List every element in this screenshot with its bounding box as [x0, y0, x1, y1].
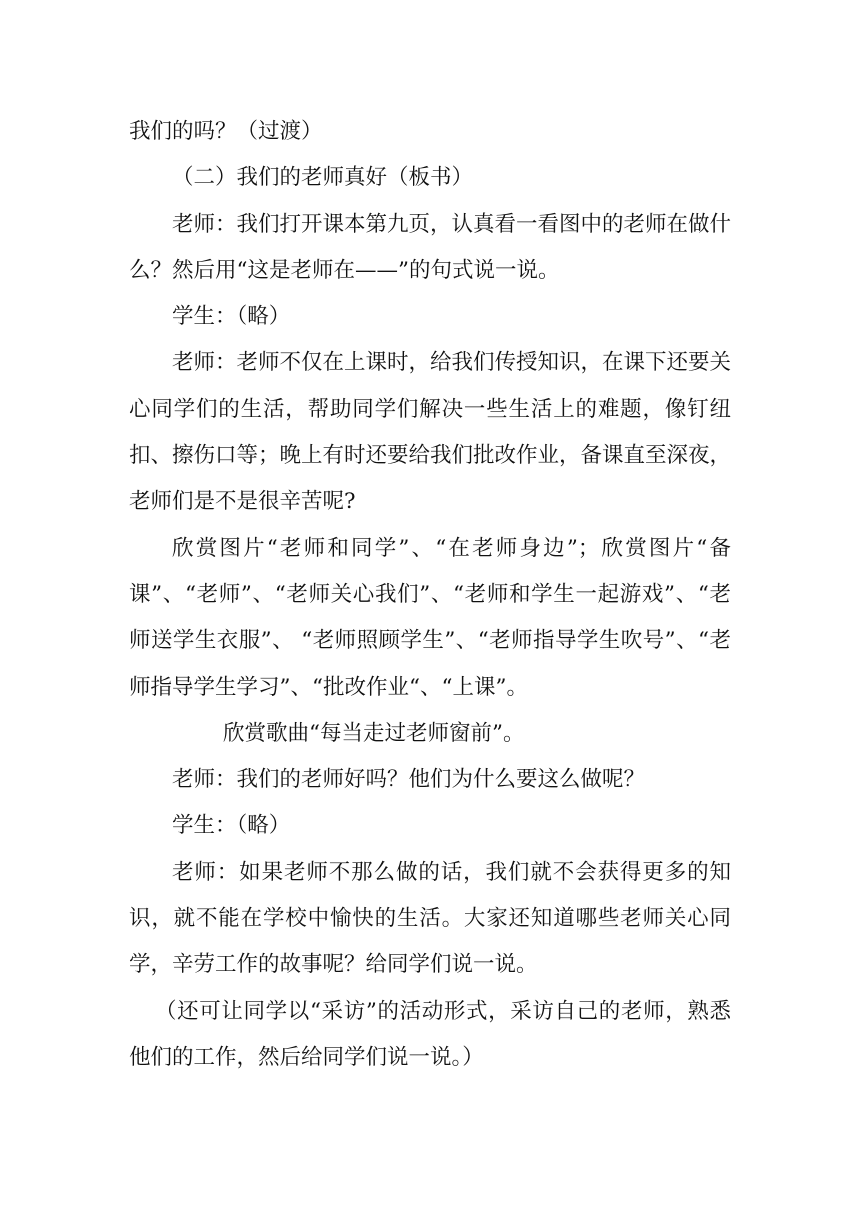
paragraph-student-omitted: 学生：（略）: [172, 304, 291, 330]
paragraph-student-omitted-2: 学生：（略）: [172, 813, 291, 839]
paragraph-transition: 我们的吗？（过渡）: [129, 119, 323, 144]
paragraph-interview-activity: （还可让同学以“采访”的活动形式，采访自己的老师，熟悉他们的工作，然后给同学们说一说。）: [129, 998, 731, 1070]
paragraph-teacher-question: 老师：我们的老师好吗？他们为什么要这么做呢？: [172, 767, 646, 793]
document-body: [129, 109, 731, 1081]
section-heading: （二）我们的老师真好（板书）: [172, 165, 474, 191]
paragraph-appreciate-song: 欣赏歌曲“每当走过老师窗前”。: [223, 720, 525, 746]
paragraph-teacher-open-book: 老师：我们打开课本第九页，认真看一看图中的老师在做什么？然后用“这是老师在——”的句式说一说。: [129, 211, 732, 283]
paragraph-appreciate-pictures: 欣赏图片“老师和同学”、“在老师身边”；欣赏图片“备课”、“老师”、“老师关心我们”、“老师和学生一起游戏”、“老师送学生衣服”、 “老师照顾学生”、“老师指导学生吹号”、“老师指导学生学习”、“批改作业“、“上课”。: [129, 535, 731, 700]
paragraph-teacher-stories: 老师：如果老师不那么做的话，我们就不会获得更多的知识，就不能在学校中愉快的生活。大家还知道哪些老师关心同学，辛劳工作的故事呢？给同学们说一说。: [129, 859, 731, 978]
paragraph-teacher-care: 老师：老师不仅在上课时，给我们传授知识，在课下还要关心同学们的生活，帮助同学们解决一些生活上的难题，像钉纽扣、擦伤口等；晚上有时还要给我们批改作业，备课直至深夜，老师们是不是很辛苦呢?: [129, 350, 732, 515]
